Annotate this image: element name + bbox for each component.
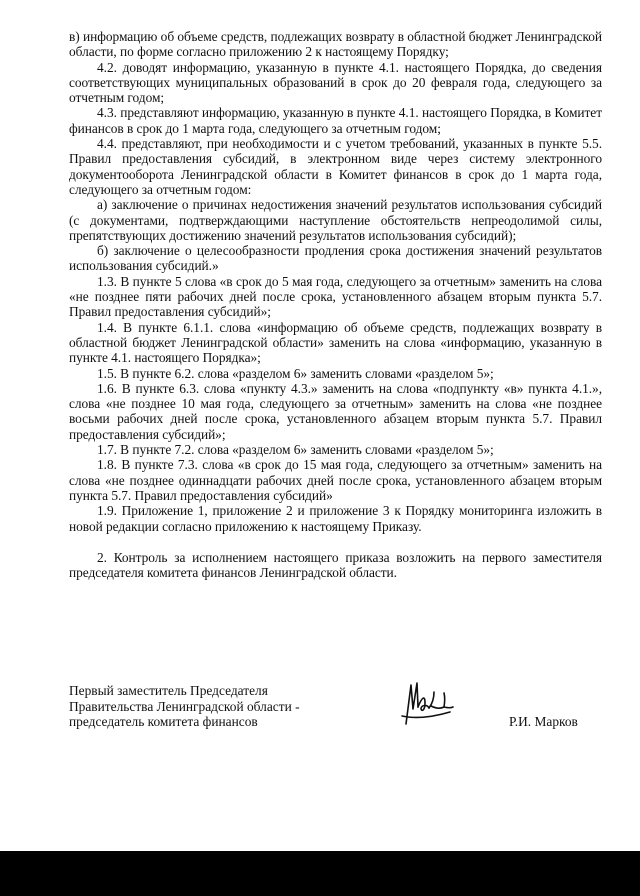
paragraph-4-3: 4.3. представляют информацию, указанную в пункте 4.1. настоящего Порядка, в Комитет финансов в срок до 1 марта года, следующего за отчетным годом; (69, 105, 602, 136)
paragraph-1-6: 1.6. В пункте 6.3. слова «пункту 4.3.» заменить на слова «подпункту «в» пункта 4.1.», слова «не позднее 10 мая года, следующего за отчетным» заменить на слова «не позднее восьми рабочих дней после срока, установленного абзацем вторым пункта 5.7. Правил предоставления субсидий»; (69, 380, 602, 442)
paragraph-item-a: а) заключение о причинах недостижения значений результатов использования субсидий (с документами, подтверждающими наступление обстоятельств непреодолимой силы, препятствующих достижению значений результатов использования субсидий); (69, 197, 602, 243)
paragraph-1-4: 1.4. В пункте 6.1.1. слова «информацию об объеме средств, подлежащих возврату в областной бюджет Ленинградской области» заменить на слова «информацию, указанную в пункте 4.1. настоящего Порядка»; (69, 319, 602, 366)
signatory-name: Р.И. Марков (509, 714, 578, 729)
handwritten-signature (398, 679, 456, 729)
document-body (69, 29, 602, 580)
signatory-title-line: Правительства Ленинградской области - (69, 698, 300, 714)
signatory-title (69, 683, 329, 730)
paragraph-1-8: 1.8. В пункте 7.3. слова «в срок до 15 мая года, следующего за отчетным» заменить на слова «не позднее одиннадцати рабочих дней после срока, установленного абзацем вторым пункта 5.7. Правил предоставления субсидий» (69, 457, 602, 503)
paragraph-1-7: 1.7. В пункте 7.2. слова «разделом 6» заменить словами «разделом 5»; (97, 442, 494, 458)
paragraph-4-4: 4.4. представляют, при необходимости и с учетом требований, указанных в пункте 5.5. Правил предоставления субсидий, в электронном виде через систему электронного документооборота Ленинградской области в Комитет финансов в срок до 1 марта года, следующего за отчетным годом: (69, 136, 602, 197)
paragraph-item-v: в) информацию об объеме средств, подлежащих возврату в областной бюджет Ленинградской области, по форме согласно приложению 2 к настоящему Порядку; (69, 29, 602, 60)
paragraph-2-control: 2. Контроль за исполнением настоящего приказа возложить на первого заместителя председателя комитета финансов Ленинградской области. (69, 549, 602, 581)
paragraph-1-9: 1.9. Приложение 1, приложение 2 и приложение 3 к Порядку мониторинга изложить в новой редакции согласно приложению к настоящему Приказу. (69, 503, 602, 534)
paragraph-1-3: 1.3. В пункте 5 слова «в срок до 5 мая года, следующего за отчетным» заменить на слова «не позднее пяти рабочих дней после срока, установленного абзацем вторым пункта 5.7. Правил предоставления субсидий»; (69, 273, 602, 320)
paragraph-spacer (69, 534, 602, 550)
signatory-title-line: Первый заместитель Председателя (69, 683, 268, 698)
signatory-title-line: председатель комитета финансов (69, 714, 258, 729)
scan-footer-bar (0, 851, 640, 896)
paragraph-1-5: 1.5. В пункте 6.2. слова «разделом 6» заменить словами «разделом 5»; (97, 365, 494, 381)
paragraph-4-2: 4.2. доводят информацию, указанную в пункте 4.1. настоящего Порядка, до сведения соответствующих муниципальных образований в срок до 20 февраля года, следующего за отчетным годом; (69, 59, 602, 106)
paragraph-item-b: б) заключение о целесообразности продления срока достижения значений результатов использования субсидий.» (69, 243, 602, 274)
